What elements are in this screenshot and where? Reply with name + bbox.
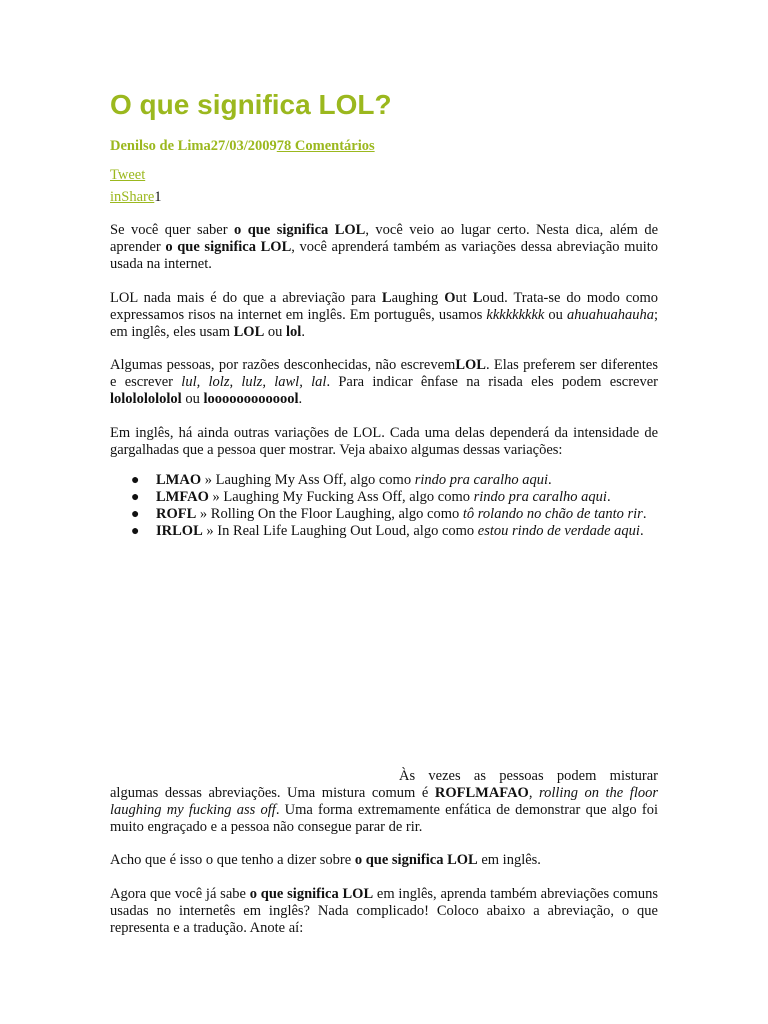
emphasis: o que significa LOL	[354, 852, 478, 868]
text: ou	[264, 324, 287, 340]
text: Às vezes as pessoas podem misturar algumas dessas abreviações. Uma mistura comum é	[110, 768, 658, 801]
bullet-icon: ●	[131, 473, 140, 488]
variation-abbr: ROFL	[156, 506, 197, 522]
bullet-icon: ●	[131, 524, 140, 539]
text: ; em inglês, eles usam	[110, 307, 658, 340]
paragraph-next	[110, 886, 658, 937]
variation-translation: rindo pra caralho aqui	[414, 472, 549, 488]
paragraph-conclusion	[110, 852, 658, 869]
text: Acho que é isso o que tenho a dizer sobre	[110, 852, 355, 868]
emphasis: looooooooooool	[203, 391, 299, 407]
text: Em inglês, há ainda outras variações de LOL. Cada uma delas dependerá da intensidade de gargalhadas que a pessoa quer mostrar. Veja abaixo algumas dessas variações:	[110, 425, 658, 458]
variation-meaning: Laughing My Fucking Ass Off, algo como	[223, 489, 474, 505]
italic-text: ahuahuahauha	[566, 307, 654, 323]
text: ut	[455, 290, 473, 306]
italic-text: rolling on the floor laughing my fucking ass off	[110, 785, 658, 818]
emphasis: lolololololol	[110, 391, 182, 407]
text: Algumas pessoas, por razões desconhecidas, não escrevem	[110, 357, 456, 373]
emphasis: L	[472, 290, 483, 306]
tweet-row	[110, 167, 145, 184]
list-item	[110, 506, 658, 523]
variation-translation: rindo pra caralho aqui	[473, 489, 607, 505]
paragraph-definition	[110, 290, 658, 341]
text: Agora que você já sabe	[110, 886, 250, 902]
article-title: O que significa LOL?	[110, 89, 392, 120]
text: .	[301, 324, 305, 340]
tweet-link[interactable]: Tweet	[110, 167, 146, 183]
text: em inglês, aprenda também abreviações comuns usadas no internetês em inglês? Nada complicado! Coloco abaixo a abreviação, o que representa e a tradução. Anote aí:	[110, 886, 658, 936]
variation-translation: tô rolando no chão de tanto rir	[462, 506, 643, 522]
list-item	[110, 472, 658, 489]
emphasis: LOL	[233, 324, 265, 340]
variation-meaning: Laughing My Ass Off, algo como	[215, 472, 415, 488]
separator: »	[202, 523, 218, 539]
post-date: 27/03/2009	[210, 138, 277, 154]
variations-list	[110, 472, 658, 540]
variation-meaning: Rolling On the Floor Laughing, algo como	[210, 506, 463, 522]
emphasis: O	[444, 290, 456, 306]
variation-abbr: LMAO	[156, 472, 202, 488]
variation-translation: estou rindo de verdade aqui	[477, 523, 640, 539]
text: .	[606, 489, 611, 505]
separator: »	[196, 506, 211, 522]
emphasis: LOL	[455, 357, 486, 373]
separator: »	[208, 489, 224, 505]
emphasis: o que significa LOL	[165, 239, 292, 255]
text: . Para indicar ênfase na risada eles podem escrever	[326, 374, 658, 390]
paragraph-variants	[110, 357, 658, 408]
text: LOL nada mais é do que a abreviação para	[110, 290, 382, 306]
emphasis: lol	[286, 324, 302, 340]
paragraph-intro	[110, 222, 658, 273]
text: .	[298, 391, 303, 407]
byline	[110, 138, 375, 155]
italic-text: kkkkkkkkk	[486, 307, 545, 323]
emphasis: o que significa LOL	[234, 222, 366, 238]
text: oud. Trata-se do modo como expressamos risos na internet em inglês. Em português, usamos	[110, 290, 658, 323]
bullet-icon: ●	[131, 507, 140, 522]
text: Se você quer saber	[110, 222, 234, 238]
text: .	[642, 506, 647, 522]
text: , você veio ao lugar certo. Nesta dica, além de aprender	[110, 222, 658, 255]
variation-abbr: LMFAO	[156, 489, 209, 505]
list-item	[110, 489, 658, 506]
text: em inglês.	[477, 852, 541, 868]
author-name[interactable]: Denilso de Lima	[110, 138, 211, 154]
bullet-icon: ●	[131, 490, 140, 505]
text: . Elas preferem ser diferentes e escrever	[110, 357, 659, 390]
emphasis: ROFLMAFAO	[434, 785, 529, 801]
inshare-row	[110, 189, 162, 206]
list-item	[110, 523, 658, 540]
text: ou	[181, 391, 204, 407]
separator: »	[201, 472, 216, 488]
text: ou	[544, 307, 567, 323]
italic-text: lul, lolz, lulz, lawl, lal	[181, 374, 327, 390]
inshare-count: 1	[154, 189, 162, 205]
paragraph-mixing	[110, 768, 658, 836]
emphasis: o que significa LOL	[249, 886, 374, 902]
inshare-link[interactable]: inShare	[110, 189, 155, 205]
emphasis: L	[381, 290, 392, 306]
text: .	[548, 472, 552, 488]
paragraph-more-variants	[110, 425, 658, 459]
text: ,	[528, 785, 539, 801]
text: .	[639, 523, 644, 539]
text: aughing	[391, 290, 445, 306]
variation-meaning: In Real Life Laughing Out Loud, algo como	[217, 523, 478, 539]
text: . Uma forma extremamente enfática de demonstrar que algo foi muito engraçado e a pessoa não consegue parar de rir.	[110, 802, 658, 835]
variation-abbr: IRLOL	[156, 523, 203, 539]
text: , você aprenderá também as variações dessa abreviação muito usada na internet.	[110, 239, 658, 272]
comments-link[interactable]: 78 Comentários	[276, 138, 375, 154]
